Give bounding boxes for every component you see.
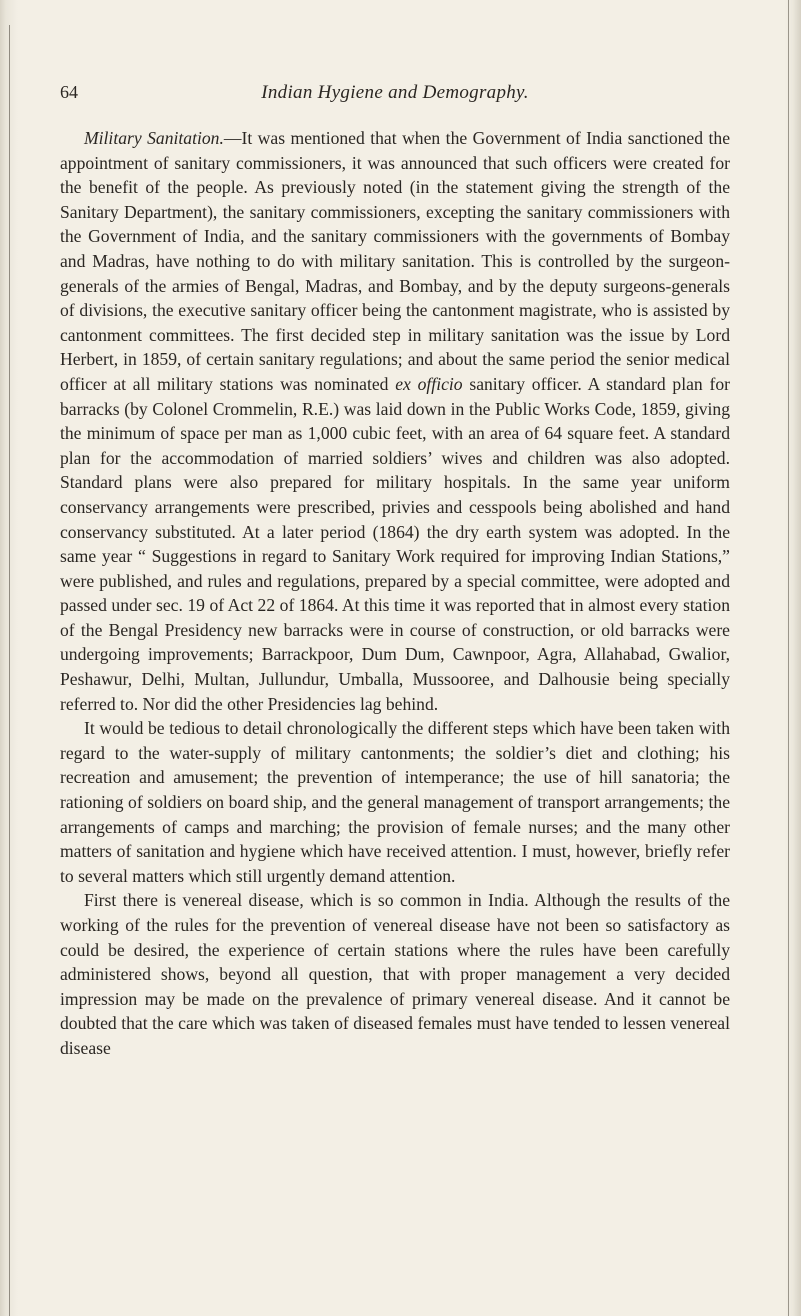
body-text (60, 126, 730, 1061)
paragraph-text: sanitary officer. A standard plan for barracks (by Colonel Crommelin, R.E.) was laid down in the Public Works Code, 1859, giving the minimum of space per man as 1,000 cubic feet, with an area of 64 square feet. A standard plan for the accommodation of married soldiers’ wives and children was also adopted. Standard plans were also prepared for military hospitals. In the same year uniform conservancy arrangements were prescribed, privies and cesspools being abolished and hand conservancy substituted. At a later period (1864) the dry earth system was adopted. In the same year “ Suggestions in regard to Sanitary Work required for improving Indian Stations,” were published, and rules and regulations, prepared by a special committee, were adopted and passed under sec. 19 of Act 22 of 1864. At this time it was reported that in almost every station of the Bengal Presidency new barracks were in course of construction, or old barracks were undergoing improvements; Barrackpoor, Dum Dum, Cawnpoor, Agra, Allahabad, Gwalior, Peshawur, Delhi, Multan, Jullundur, Umballa, Mussooree, and Dalhousie being specially referred to. Nor did the other Presidencies lag behind. (60, 373, 730, 714)
latin-phrase: ex officio (395, 373, 463, 394)
running-title: Indian Hygiene and Demography. (261, 82, 529, 103)
section-heading: Military Sanitation. (84, 128, 224, 148)
paragraph (60, 126, 730, 716)
page-edge-line (788, 0, 789, 1316)
page-number: 64 (60, 82, 78, 102)
binding-line (9, 25, 10, 1316)
paragraph-text: —It was mentioned that when the Government of India sanctioned the appointment of sanitary commissioners, it was announced that such officers were created for the benefit of the people. As previously noted (in the statement giving the strength of the Sanitary Department), the sanitary commissioners, excepting the sanitary commissioners with the Government of India, and the sanitary commissioners with the governments of Bombay and Madras, have nothing to do with military sanitation. This is controlled by the surgeon-generals of the armies of Bengal, Madras, and Bombay, and by the deputy surgeons-generals of divisions, the executive sanitary officer being the cantonment magistrate, who is assisted by cantonment committees. The first decided step in military sanitation was the issue by Lord Herbert, in 1859, of certain sanitary regulations; and about the same period the senior medical officer at all military stations was nominated (60, 128, 731, 394)
paragraph: First there is venereal disease, which is so common in India. Although the results of the working of the rules for the prevention of venereal disease have not been so satisfactory as could be desired, the experience of certain stations where the rules have been carefully administered shows, beyond all question, that with proper management a very decided impression may be made on the prevalence of primary venereal disease. And it cannot be doubted that the care which was taken of diseased females must have tended to lessen venereal disease (60, 890, 730, 1058)
page-header (60, 82, 730, 108)
paragraph: It would be tedious to detail chronologically the different steps which have been taken with regard to the water-supply of military cantonments; the soldier’s diet and clothing; his recreation and amusement; the prevention of intemperance; the use of hill sanatoria; the rationing of soldiers on board ship, and the general management of transport arrangements; the arrangements of camps and marching; the provision of female nurses; and the many other matters of sanitation and hygiene which have received attention. I must, however, briefly refer to several matters which still urgently demand attention. (60, 718, 730, 886)
